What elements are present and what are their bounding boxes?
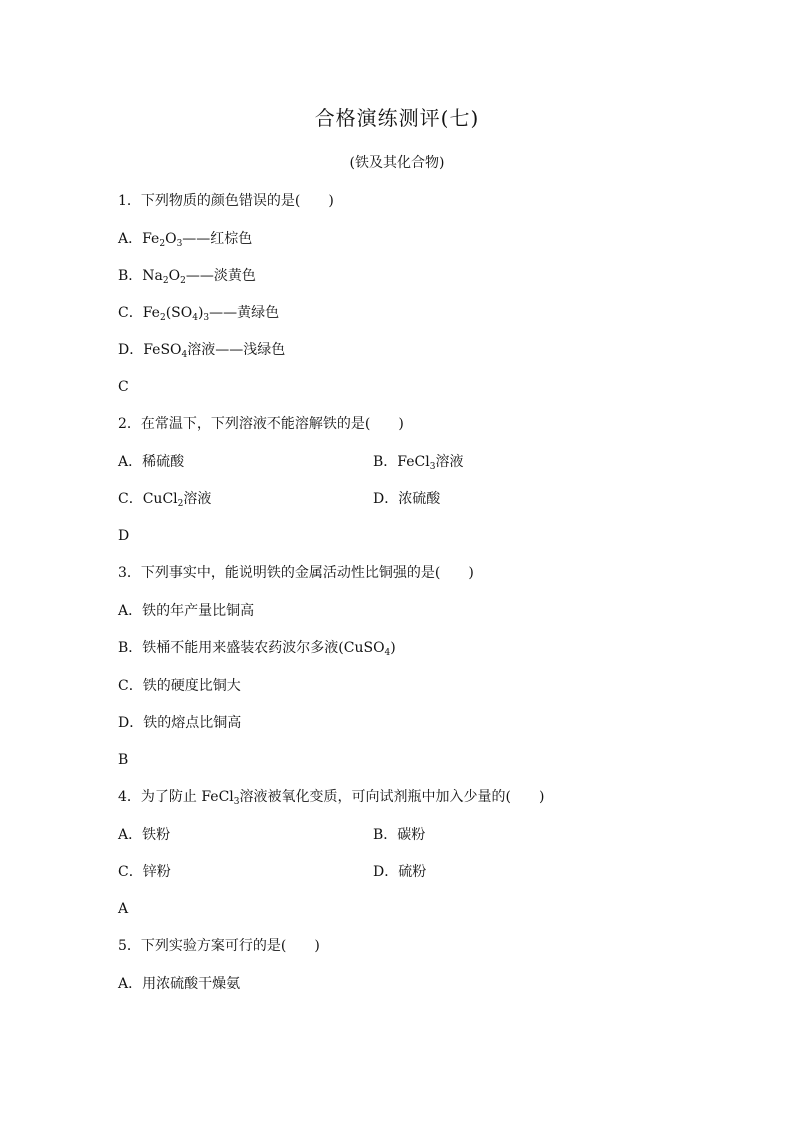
q1-option-b: B．$Na_2O_2——$淡黄色 [118,268,256,286]
q2-option-c: C．CuCl$_2$溶液 [118,491,212,509]
q3-answer: B [118,752,129,768]
page-subtitle: (铁及其化合物) [349,155,445,171]
q2-answer: D [118,528,130,544]
q4-option-a: A．铁粉 [118,827,171,843]
q4-option-b: B．碳粉 [373,827,426,843]
q3-option-a: A．铁的年产量比铜高 [118,603,255,619]
page-title: 合格演练测评(七) [314,106,480,130]
q2-stem: 2．在常温下，下列溶液不能溶解铁的是( ) [118,416,404,432]
q3-option-c: C．铁的硬度比铜大 [118,678,241,694]
q5-stem: 5．下列实验方案可行的是( ) [118,938,320,954]
q4-answer: A [118,901,129,917]
q3-option-b: B．铁桶不能用来盛装农药波尔多液(CuSO$_4$) [118,640,396,658]
q1-option-d: D．FeSO$_4$溶液——浅绿色 [118,342,286,360]
q2-option-b: B．FeCl$_3$溶液 [373,454,464,472]
q1-stem: 1．下列物质的颜色错误的是( ) [118,193,334,209]
q3-option-d: D．铁的熔点比铜高 [118,715,242,731]
q3-stem: 3．下列事实中，能说明铁的金属活动性比铜强的是( ) [118,565,474,581]
q4-stem: 4．为了防止 FeCl$_3$溶液被氧化变质，可向试剂瓶中加入少量的( ) [118,789,545,807]
q4-option-c: C．锌粉 [118,864,171,880]
q2-option-a: A．稀硫酸 [118,454,185,470]
q4-option-d: D．硫粉 [373,864,427,880]
q1-option-c: C．$Fe_2(SO_4)_3——$黄绿色 [118,305,280,323]
q5-option-a: A．用浓硫酸干燥氨 [118,976,241,992]
q1-answer: C [118,379,129,395]
q1-option-a: A．$Fe_2O_3——$红棕色 [118,231,253,249]
q2-option-d: D．浓硫酸 [373,491,441,507]
